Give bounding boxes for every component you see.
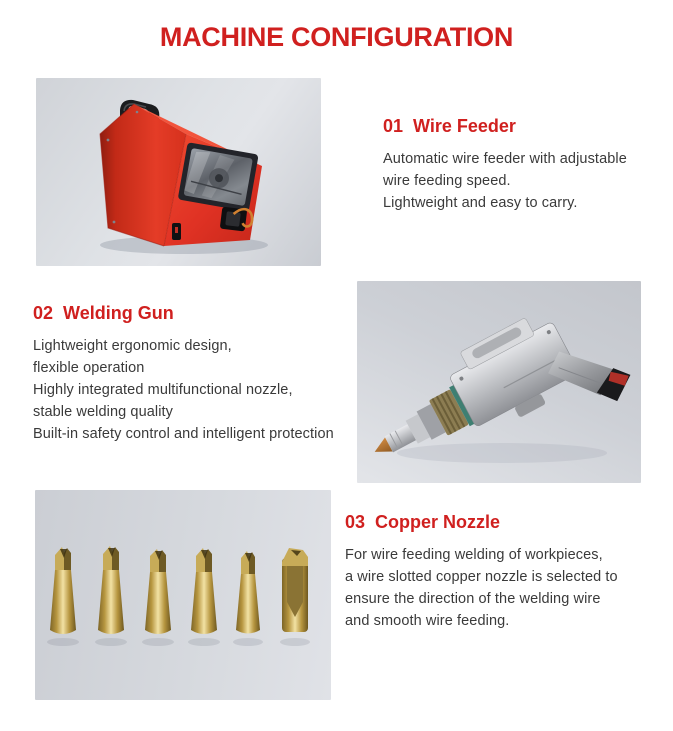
welding-gun-illustration [357, 281, 641, 483]
description-line: a wire slotted copper nozzle is selected to [345, 569, 618, 585]
wire-feeder-illustration [36, 78, 321, 266]
copper-nozzle-photo [35, 490, 331, 700]
welding-gun-photo [357, 281, 641, 483]
machine-window [178, 142, 259, 212]
description-line: stable welding quality [33, 404, 174, 420]
description-line: Built-in safety control and intelligent protection [33, 426, 334, 442]
description-line: For wire feeding welding of workpieces, [345, 547, 603, 563]
description-line: ensure the direction of the welding wire [345, 591, 601, 607]
section-name: Welding Gun [63, 303, 174, 323]
description-line: flexible operation [33, 360, 145, 376]
section-copper-nozzle [345, 512, 660, 632]
copper-nozzles-illustration [35, 490, 331, 700]
nozzle-shadows [47, 638, 310, 646]
section-wire-feeder [383, 116, 658, 214]
description-line: Highly integrated multifunctional nozzle, [33, 382, 293, 398]
description-line: Automatic wire feeder with adjustable [383, 151, 627, 167]
copper-nozzle-6 [282, 548, 308, 632]
section-number: 03 [345, 512, 366, 532]
description-line: Lightweight ergonomic design, [33, 338, 232, 354]
section-description [383, 148, 658, 214]
section-name: Wire Feeder [413, 116, 516, 136]
copper-nozzle-1 [50, 547, 76, 634]
machine-switch [172, 223, 181, 240]
section-number: 02 [33, 303, 54, 323]
copper-nozzle-3 [145, 549, 171, 634]
copper-nozzle-2 [98, 546, 124, 634]
section-description [33, 335, 363, 445]
description-line: and smooth wire feeding. [345, 613, 510, 629]
copper-nozzle-5 [236, 551, 260, 634]
wire-feeder-photo [36, 78, 321, 266]
section-heading-copper-nozzle [345, 512, 660, 533]
section-heading-wire-feeder [383, 116, 658, 137]
description-line: wire feeding speed. [383, 173, 511, 189]
section-number: 01 [383, 116, 404, 136]
description-line: Lightweight and easy to carry. [383, 195, 578, 211]
copper-nozzle-4 [191, 548, 217, 634]
page-title: MACHINE CONFIGURATION [159, 22, 514, 52]
section-description [345, 544, 660, 632]
section-heading-welding-gun [33, 303, 363, 324]
section-name: Copper Nozzle [375, 512, 501, 532]
section-welding-gun [33, 303, 363, 445]
gun-shadow [397, 443, 607, 463]
